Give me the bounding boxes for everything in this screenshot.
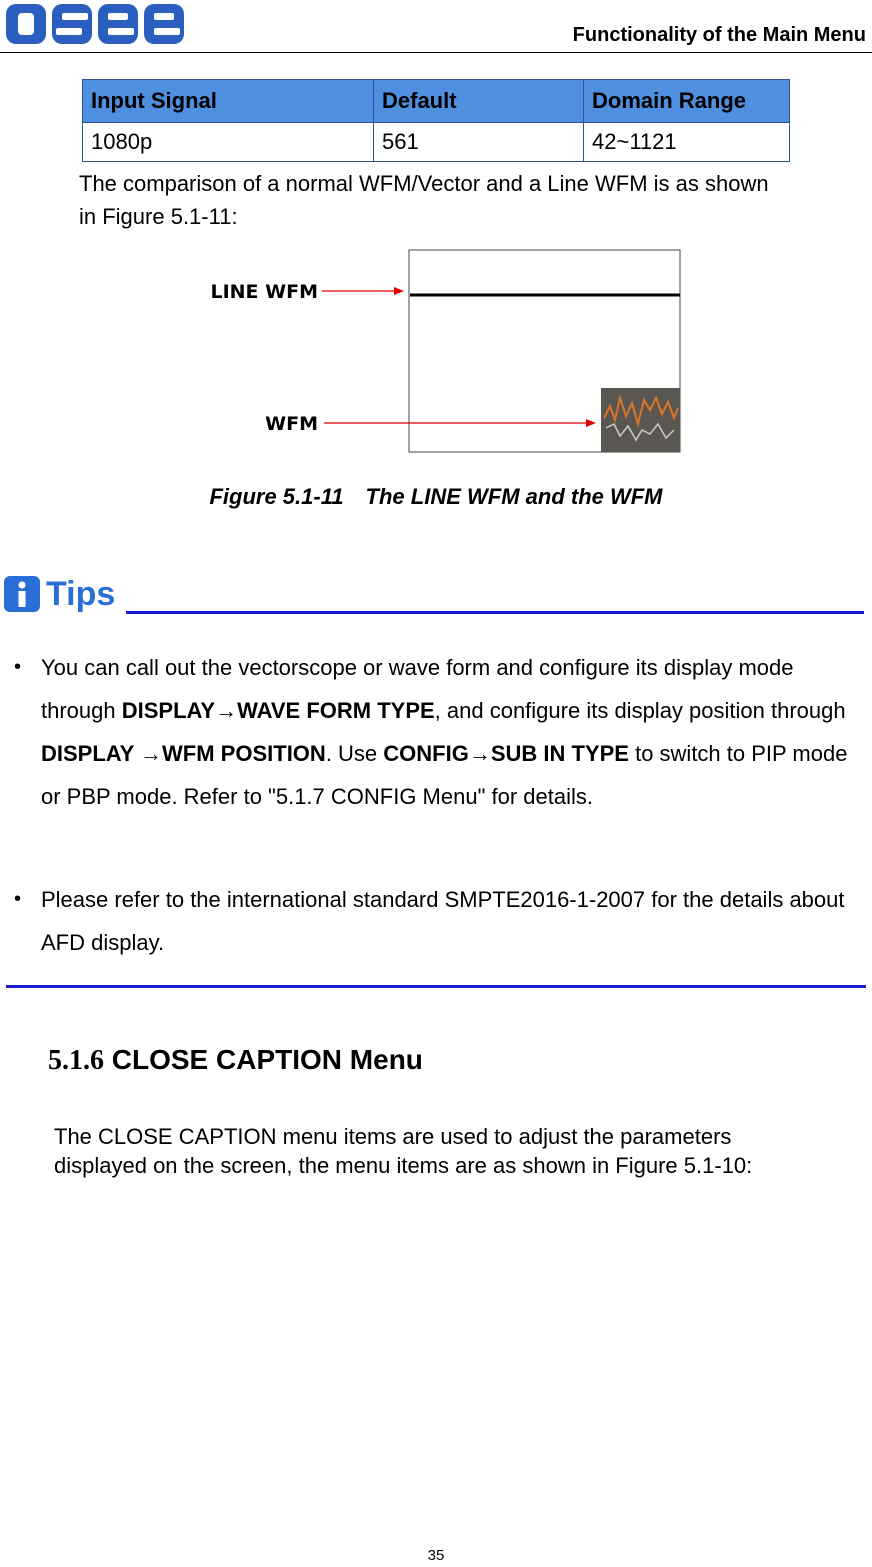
menu-path-wave-form-type: DISPLAY→WAVE FORM TYPE [121,698,435,723]
table-header-cell: Input Signal [83,80,374,123]
table-header-row [83,80,790,123]
table-header-cell: Default [374,80,584,123]
section-heading [48,1044,423,1077]
tip-item-1: You can call out the vectorscope or wave form and configure its display mode through DISPLAY→WAVE FORM TYPE, and configure its display position through DISPLAY →WFM POSITION. Use CONFIG→SUB IN TYPE to switch to PIP mode or PBP mode. Refer to "5.1.7 CONFIG Menu" for details. [41,655,848,809]
info-icon [19,582,26,589]
osee-logo [4,2,186,46]
tips-title: Tips [46,575,116,613]
table-row [83,123,790,162]
section-number: 5.1.6 [48,1045,104,1076]
table-cell: 561 [374,123,584,162]
line-wfm-label: LINE WFM [210,281,318,303]
header-section-title: Functionality of the Main Menu [572,24,866,46]
line-wfm-figure [180,248,690,458]
table-header-cell: Domain Range [584,80,790,123]
intro-line-1: The comparison of a normal WFM/Vector and a Line WFM is as shown [79,171,769,196]
header-divider [0,52,872,53]
tips-bottom-rule [6,985,866,988]
bullet-icon: • [14,888,22,910]
table-cell: 42~1121 [584,123,790,162]
menu-path-sub-in-type: CONFIG→SUB IN TYPE [383,741,629,766]
menu-path-wfm-position: DISPLAY →WFM POSITION [41,741,326,766]
table-cell: 1080p [83,123,374,162]
section-body: The CLOSE CAPTION menu items are used to adjust the parameters displayed on the screen, the menu items are as shown in Figure 5.1-10: [54,1124,753,1178]
figure-caption: Figure 5.1-11 The LINE WFM and the WFM [209,484,663,509]
tips-heading [4,572,126,616]
bullet-icon: • [14,656,22,678]
domain-range-table [82,79,790,162]
tips-top-rule [126,611,864,614]
wfm-label: WFM [265,413,318,435]
tip-item-2: Please refer to the international standard SMPTE2016-1-2007 for the details about AFD display. [41,887,845,955]
section-title: CLOSE CAPTION Menu [111,1044,423,1075]
wfm-thumbnail [601,388,680,452]
intro-line-2: in Figure 5.1-11: [79,204,238,229]
page-number: 35 [427,1547,445,1564]
